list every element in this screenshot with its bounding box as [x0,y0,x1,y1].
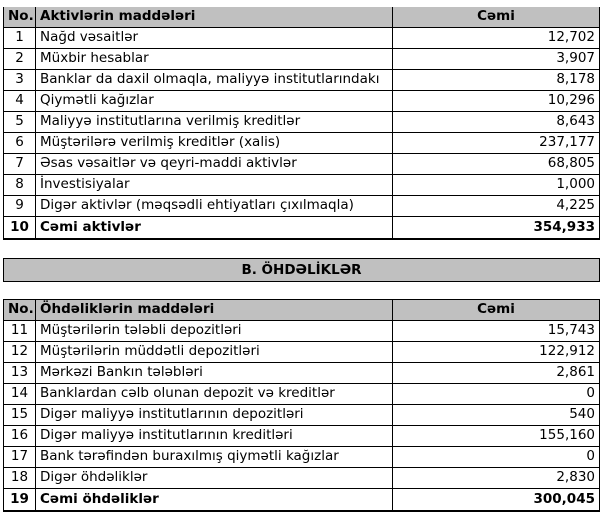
row-number: 15 [4,405,36,426]
row-number: 7 [4,154,36,175]
row-amount: 122,912 [393,342,600,363]
row-item-label: Cəmi aktivlər [36,217,393,240]
liabilities-table [3,299,600,512]
row-number: 19 [4,489,36,512]
row-amount: 155,160 [393,426,600,447]
assets-header-row [4,7,600,28]
table-row [4,91,600,112]
total-row [4,489,600,512]
assets-table [3,7,600,240]
row-amount: 0 [393,384,600,405]
table-row [4,468,600,489]
table-row [4,49,600,70]
table-row [4,447,600,468]
row-amount: 10,296 [393,91,600,112]
table-row [4,342,600,363]
column-header-amount: Cəmi [393,300,600,321]
row-number: 8 [4,175,36,196]
row-item-label: Bank tərəfindən buraxılmış qiymətli kağızlar [36,447,393,468]
row-item-label: Digər öhdəliklər [36,468,393,489]
row-amount: 2,861 [393,363,600,384]
column-header-no: No. [4,7,36,28]
column-header-no: No. [4,300,36,321]
row-number: 17 [4,447,36,468]
row-item-label: Əsas vəsaitlər və qeyri-maddi aktivlər [36,154,393,175]
total-row [4,217,600,240]
row-amount: 0 [393,447,600,468]
row-number: 16 [4,426,36,447]
row-amount: 68,805 [393,154,600,175]
row-amount: 2,830 [393,468,600,489]
row-number: 18 [4,468,36,489]
row-number: 13 [4,363,36,384]
row-number: 1 [4,28,36,49]
table-row [4,384,600,405]
row-amount: 15,743 [393,321,600,342]
row-amount: 8,178 [393,70,600,91]
column-header-item: Aktivlərin maddələri [36,7,393,28]
table-row [4,175,600,196]
table-row [4,196,600,217]
row-item-label: İnvestisiyalar [36,175,393,196]
row-item-label: Banklar da daxil olmaqla, maliyyə institutlarındakı [36,70,393,91]
row-number: 2 [4,49,36,70]
table-row [4,133,600,154]
row-number: 10 [4,217,36,240]
row-item-label: Qiymətli kağızlar [36,91,393,112]
row-amount: 12,702 [393,28,600,49]
row-item-label: Müştərilərin müddətli depozitləri [36,342,393,363]
row-item-label: Cəmi öhdəliklər [36,489,393,512]
section-title-liabilities: B. ÖHDƏLİKLƏR [3,258,600,282]
row-amount: 4,225 [393,196,600,217]
row-amount: 1,000 [393,175,600,196]
row-item-label: Digər aktivlər (məqsədli ehtiyatları çıxılmaqla) [36,196,393,217]
table-row [4,112,600,133]
row-item-label: Digər maliyyə institutlarının depozitləri [36,405,393,426]
row-amount: 300,045 [393,489,600,512]
row-number: 3 [4,70,36,91]
table-row [4,321,600,342]
row-amount: 8,643 [393,112,600,133]
table-row [4,405,600,426]
row-number: 11 [4,321,36,342]
table-row [4,28,600,49]
column-header-amount: Cəmi [393,7,600,28]
table-row [4,363,600,384]
row-amount: 3,907 [393,49,600,70]
row-number: 4 [4,91,36,112]
row-amount: 354,933 [393,217,600,240]
row-number: 14 [4,384,36,405]
row-number: 9 [4,196,36,217]
row-amount: 237,177 [393,133,600,154]
row-number: 5 [4,112,36,133]
row-item-label: Maliyyə institutlarına verilmiş kreditlər [36,112,393,133]
column-header-item: Öhdəliklərin maddələri [36,300,393,321]
row-item-label: Mərkəzi Bankın tələbləri [36,363,393,384]
row-number: 12 [4,342,36,363]
row-number: 6 [4,133,36,154]
table-row [4,154,600,175]
row-amount: 540 [393,405,600,426]
row-item-label: Digər maliyyə institutlarının kreditləri [36,426,393,447]
row-item-label: Müxbir hesablar [36,49,393,70]
row-item-label: Nağd vəsaitlər [36,28,393,49]
table-row [4,70,600,91]
liabilities-header-row [4,300,600,321]
row-item-label: Banklardan cəlb olunan depozit və kreditlər [36,384,393,405]
row-item-label: Müştərilərin tələbli depozitləri [36,321,393,342]
row-item-label: Müştərilərə verilmiş kreditlər (xalis) [36,133,393,154]
table-row [4,426,600,447]
